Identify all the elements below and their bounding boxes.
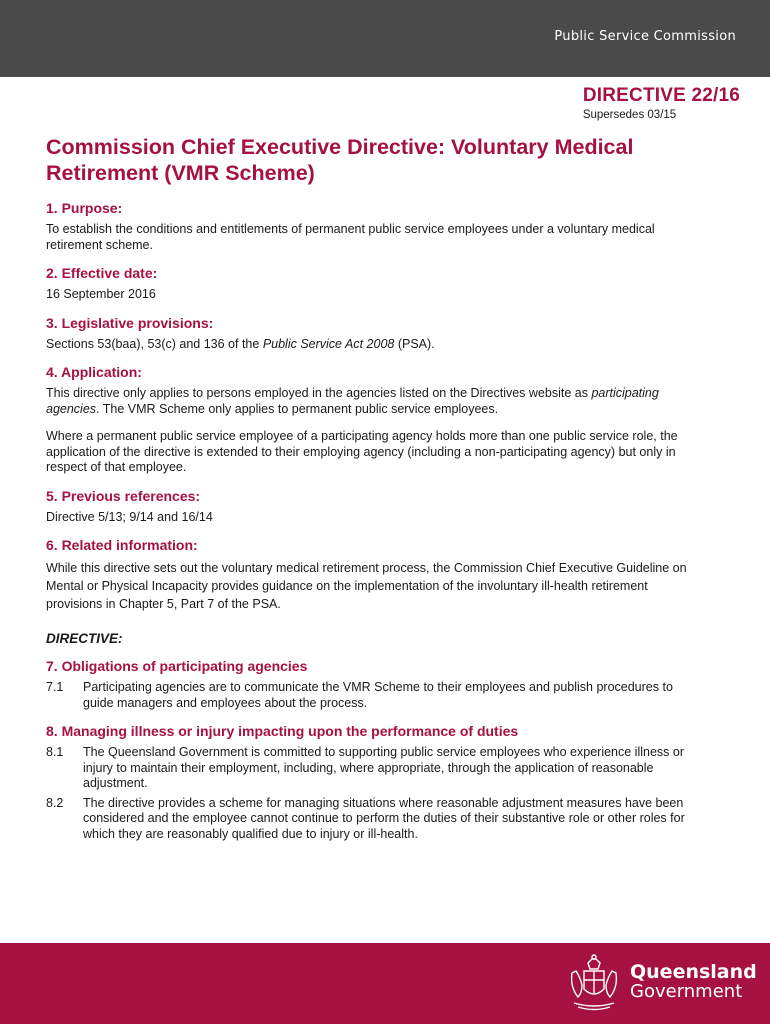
queensland-crest-icon <box>566 953 622 1013</box>
legislative-text <box>46 337 706 353</box>
clause-number: 8.1 <box>46 745 64 759</box>
section-heading-obligations: 7. Obligations of participating agencies <box>46 658 308 674</box>
clause-number: 8.2 <box>46 795 64 810</box>
section-heading-application: 4. Application: <box>46 364 142 380</box>
effective-date-text: 16 September 2016 <box>46 287 156 301</box>
section-heading-previous-references: 5. Previous references: <box>46 487 201 504</box>
application-p1-start: This directive only applies to persons employed in the agencies listed on the Directives website as <box>46 386 592 400</box>
purpose-text: To establish the conditions and entitlements of permanent public service employees under a voluntary medical retirement scheme. <box>46 222 655 252</box>
section-heading-effective-date: 2. Effective date: <box>46 265 158 281</box>
directive-label: DIRECTIVE: <box>46 631 123 646</box>
document-body <box>46 134 706 846</box>
section-heading-managing-illness: 8. Managing illness or injury impacting upon the performance of duties <box>46 723 519 739</box>
supersedes-note: Supersedes 03/15 <box>582 109 677 121</box>
legislative-text-start: Sections 53(baa), 53(c) and 136 of the <box>46 336 263 351</box>
application-p1-end: . The VMR Scheme only applies to permanent public service employees. <box>96 401 499 416</box>
previous-references-text: Directive 5/13; 9/14 and 16/14 <box>46 509 213 524</box>
document-title: Commission Chief Executive Directive: Voluntary Medical Retirement (VMR Scheme) <box>46 135 634 185</box>
clause-8-2 <box>46 796 706 843</box>
section-heading-purpose: 1. Purpose: <box>46 200 123 216</box>
clause-number: 7.1 <box>46 680 64 694</box>
directive-reference <box>583 85 740 121</box>
participating-agencies-term: participating agencies <box>46 386 659 416</box>
logo-line-queensland: Queensland <box>630 961 757 983</box>
header-band <box>0 0 770 77</box>
clause-text: The Queensland Government is committed to supporting public service employees who experience illness or injury to maintain their employment, including, where appropriate, through the application of reasonable adjustment. <box>83 745 684 790</box>
legislative-text-end: (PSA). <box>394 336 435 351</box>
clause-text: Participating agencies are to communicate the VMR Scheme to their employees and publish procedures to guide managers and employees about the process. <box>83 680 673 710</box>
clause-text: The directive provides a scheme for managing situations where reasonable adjustment measures have been considered and the employee cannot continue to perform the duties of their substantive role or other roles for which they are reasonably qualified due to injury or ill-health. <box>83 795 685 841</box>
application-paragraph-1 <box>46 386 706 417</box>
queensland-government-logo <box>630 962 757 1002</box>
organisation-name: Public Service Commission <box>554 29 736 44</box>
section-heading-related-information: 6. Related information: <box>46 537 198 553</box>
act-name: Public Service Act 2008 <box>262 336 395 351</box>
related-information-text: While this directive sets out the voluntary medical retirement process, the Commission Chief Executive Guideline on Mental or Physical Incapacity provides guidance on the implementation of the involuntary ill-health retirement provisions in Chapter 5, Part 7 of the PSA. <box>46 561 687 611</box>
logo-line-government: Government <box>630 981 743 1002</box>
section-heading-legislative: 3. Legislative provisions: <box>46 314 214 331</box>
application-paragraph-2: Where a permanent public service employee of a participating agency holds more than one public service role, the application of the directive is extended to their employing agency (including a non-participating agency) but only in respect of that employee. <box>46 429 678 474</box>
clause-8-1 <box>46 745 706 792</box>
clause-7-1 <box>46 680 706 711</box>
directive-number: DIRECTIVE 22/16 <box>582 85 740 106</box>
